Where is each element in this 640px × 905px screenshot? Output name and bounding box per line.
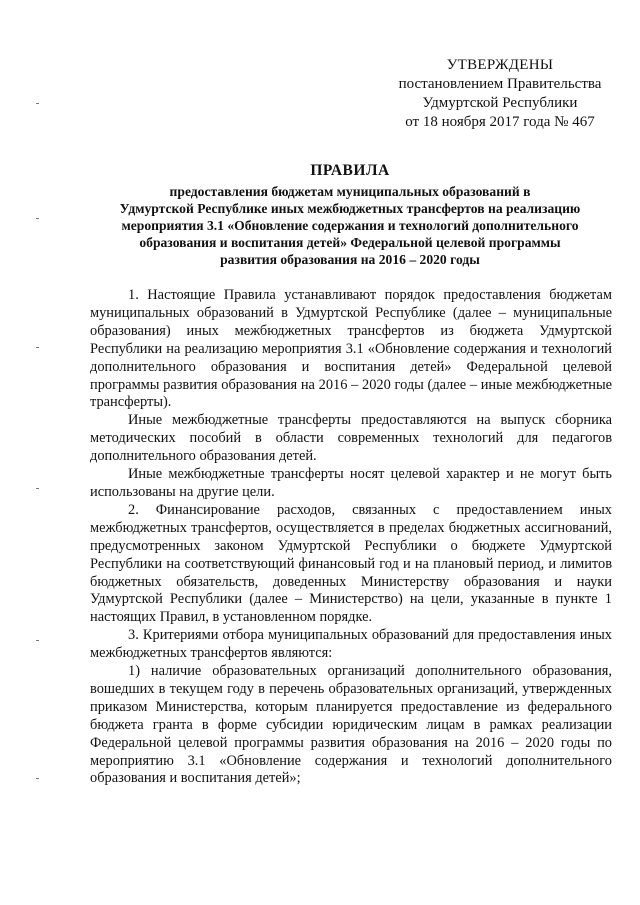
paragraph-1: 1. Настоящие Правила устанавливают порядок предоставления бюджетам муниципальных образований в Удмуртской Республике (далее – муниципальные образования) иных межбюджетных трансфертов из бюджета Удмуртской Республики на реализацию мероприятия 3.1 «Обновление содержания и технологий дополнительного образования и воспитания детей» Федеральной целевой программы развития образования на 2016 – 2020 годы (далее – иные межбюджетные трансферты). bbox=[90, 287, 612, 411]
scan-margin-mark bbox=[36, 218, 39, 219]
scan-margin-mark bbox=[36, 640, 39, 641]
document-title: ПРАВИЛА bbox=[310, 162, 390, 179]
scan-margin-mark bbox=[36, 778, 39, 779]
scan-margin-mark bbox=[36, 103, 39, 104]
approval-date: от 18 ноября 2017 года № 467 bbox=[405, 114, 595, 130]
scan-margin-mark bbox=[36, 347, 39, 348]
subtitle-line: мероприятия 3.1 «Обновление содержания и технологий дополнительного bbox=[121, 218, 579, 233]
approval-stamp bbox=[380, 56, 620, 132]
document-title-block bbox=[80, 161, 620, 268]
subtitle-line: Удмуртской Республике иных межбюджетных трансфертов на реализацию bbox=[119, 201, 581, 216]
approval-decree: постановлением Правительства bbox=[398, 76, 602, 92]
paragraph-6: 1) наличие образовательных организаций дополнительного образования, вошедших в текущем году в перечень образовательных организаций, утвержденных приказом Министерства, которым планируется предоставление из федерального бюджета гранта в форме субсидии юридическим лицам в рамках реализации Федеральной целевой программы развития образования на 2016 – 2020 годы по мероприятию 3.1 «Обновление содержания и технологий дополнительного образования и воспитания детей»; bbox=[90, 663, 612, 787]
scan-margin-mark bbox=[36, 488, 39, 489]
paragraph-3: Иные межбюджетные трансферты носят целевой характер и не могут быть использованы на другие цели. bbox=[90, 466, 612, 500]
approval-republic: Удмуртской Республики bbox=[422, 95, 578, 111]
approval-heading: УТВЕРЖДЕНЫ bbox=[446, 57, 554, 73]
document-body bbox=[90, 287, 612, 788]
paragraph-2: Иные межбюджетные трансферты предоставляются на выпуск сборника методических пособий в области современных технологий для педагогов дополнительного образования детей. bbox=[90, 412, 612, 465]
subtitle-line: образования и воспитания детей» Федеральной целевой программы bbox=[139, 235, 561, 250]
paragraph-5: 3. Критериями отбора муниципальных образований для предоставления иных межбюджетных трансфертов являются: bbox=[90, 627, 612, 662]
subtitle-line: развития образования на 2016 – 2020 годы bbox=[220, 252, 480, 267]
paragraph-4: 2. Финансирование расходов, связанных с предоставлением иных межбюджетных трансфертов, осуществляется в пределах бюджетных ассигнований, предусмотренных законом Удмуртской Республики о бюджете Удмуртской Республики на соответствующий финансовый год и на плановый период, и лимитов бюджетных обязательств, доведенных Министерству образования и науки Удмуртской Республики (далее – Министерство) на цели, указанные в пункте 1 настоящих Правил, в установленном порядке. bbox=[90, 501, 612, 626]
subtitle-line: предоставления бюджетам муниципальных образований в bbox=[169, 184, 531, 199]
